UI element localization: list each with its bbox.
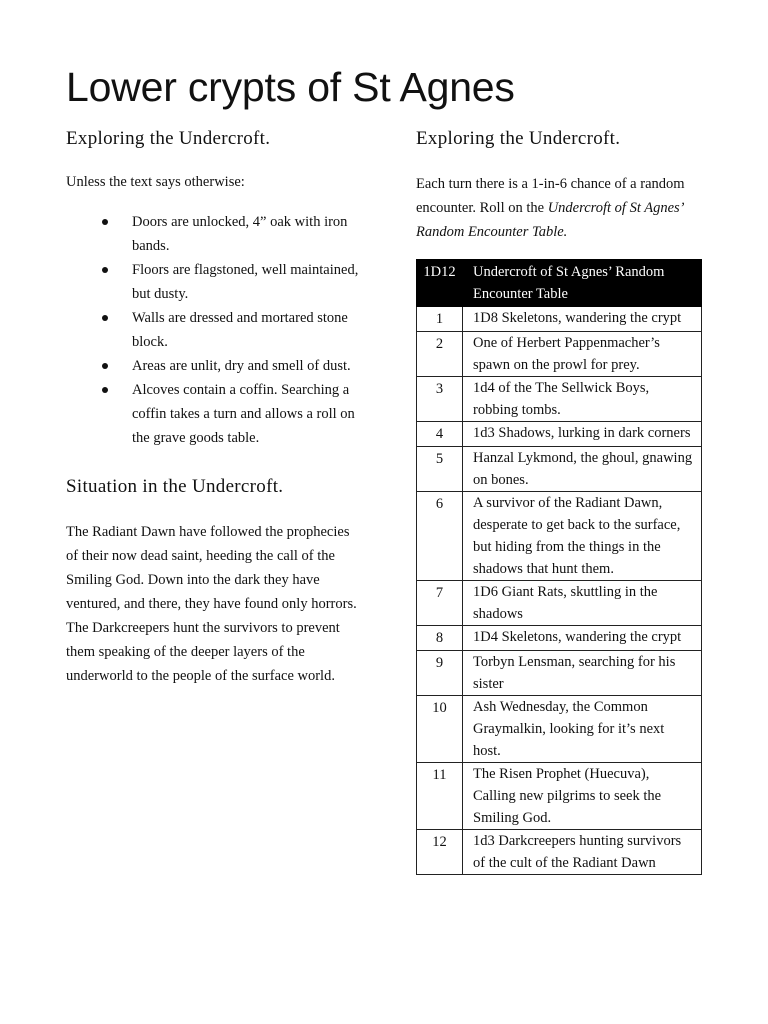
list-item — [66, 258, 362, 306]
list-item — [66, 378, 362, 450]
table-row — [417, 696, 702, 763]
bullet-text: contain a coffin. Searching a coffin takes a turn and allows a roll on the grave goods table. — [132, 382, 355, 446]
roll-cell: 11 — [417, 763, 463, 830]
right-column — [416, 128, 704, 875]
description-cell: Hanzal Lykmond, the ghoul, gnawing on bones. — [463, 447, 702, 492]
description-cell: 1D6 Giant Rats, skuttling in the shadows — [463, 581, 702, 626]
left-column — [66, 128, 362, 688]
rules-list — [66, 210, 362, 450]
bullet-term: Alcoves — [132, 382, 180, 398]
list-item — [66, 210, 362, 258]
description-cell: 1D8 Skeletons, wandering the crypt — [463, 307, 702, 332]
description-cell: Ash Wednesday, the Common Graymalkin, looking for it’s next host. — [463, 696, 702, 763]
situation-text: The Radiant Dawn have followed the prophecies of their now dead saint, heeding the call of the Smiling God. Down into the dark they have ventured, and there, they have found only horrors. The Darkcreepers hunt the survivors to prevent them speaking of the deeper layers of the underworld to the people of the surface world. — [66, 524, 357, 684]
header-description: Undercroft of St Agnes’ Random Encounter Table — [463, 260, 702, 307]
table-row — [417, 332, 702, 377]
roll-cell: 4 — [417, 422, 463, 447]
table-row — [417, 492, 702, 581]
encounter-table — [416, 259, 702, 875]
roll-cell: 3 — [417, 377, 463, 422]
table-row — [417, 581, 702, 626]
roll-cell: 2 — [417, 332, 463, 377]
encounter-table-reference: Undercroft of St Agnes’ Random Encounter Table. — [416, 200, 683, 240]
table-row — [417, 763, 702, 830]
description-cell: Torbyn Lensman, searching for his sister — [463, 651, 702, 696]
right-heading: Exploring the Undercroft. — [416, 128, 621, 149]
page-title: Lower crypts of St Agnes — [66, 64, 515, 110]
intro-text: Unless the text says otherwise: — [66, 174, 245, 190]
description-cell: 1d3 Shadows, lurking in dark corners — [463, 422, 702, 447]
situation-heading: Situation in the Undercroft. — [66, 476, 284, 497]
description-cell: 1D4 Skeletons, wandering the crypt — [463, 626, 702, 651]
encounter-text-plain: Each turn there is a 1-in-6 chance of a random encounter. Roll on the — [416, 176, 685, 216]
bullet-term: Doors — [132, 214, 168, 230]
description-cell: A survivor of the Radiant Dawn, desperate to get back to the surface, but hiding from the things in the shadows that hunt them. — [463, 492, 702, 581]
bullet-text: are dressed and mortared stone block. — [132, 310, 348, 350]
bullet-text: are unlit, dry and smell of dust. — [165, 358, 351, 374]
table-row — [417, 377, 702, 422]
bullet-term: Areas — [132, 358, 166, 374]
bullet-term: Walls — [132, 310, 165, 326]
left-heading: Exploring the Undercroft. — [66, 128, 271, 149]
roll-cell: 1 — [417, 307, 463, 332]
table-row — [417, 307, 702, 332]
roll-cell: 9 — [417, 651, 463, 696]
bullet-text: are unlocked, 4” oak with iron bands. — [132, 214, 348, 254]
bullet-term: Floors — [132, 262, 170, 278]
roll-cell: 12 — [417, 830, 463, 875]
roll-cell: 5 — [417, 447, 463, 492]
table-header-row — [417, 260, 702, 307]
roll-cell: 6 — [417, 492, 463, 581]
description-cell: 1d3 Darkcreepers hunting survivors of the cult of the Radiant Dawn — [463, 830, 702, 875]
list-item — [66, 354, 362, 378]
roll-cell: 10 — [417, 696, 463, 763]
header-roll: 1D12 — [417, 260, 463, 307]
table-row — [417, 422, 702, 447]
bullet-text: are flagstoned, well maintained, but dusty. — [132, 262, 359, 302]
table-row — [417, 830, 702, 875]
table-row — [417, 447, 702, 492]
table-row — [417, 626, 702, 651]
encounter-text — [416, 172, 704, 244]
list-item — [66, 306, 362, 354]
description-cell: One of Herbert Pappenmacher’s spawn on the prowl for prey. — [463, 332, 702, 377]
table-row — [417, 651, 702, 696]
roll-cell: 7 — [417, 581, 463, 626]
roll-cell: 8 — [417, 626, 463, 651]
description-cell: 1d4 of the The Sellwick Boys, robbing tombs. — [463, 377, 702, 422]
description-cell: The Risen Prophet (Huecuva), Calling new pilgrims to seek the Smiling God. — [463, 763, 702, 830]
